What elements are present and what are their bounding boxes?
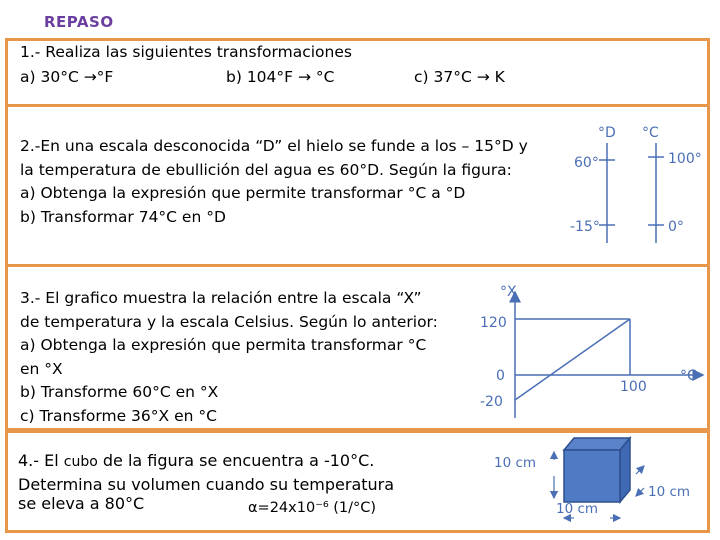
problem-4-prefix: 4.- El: [18, 451, 64, 470]
problem-3-line: de temperatura y la escala Celsius. Según lo anterior:: [20, 312, 438, 331]
problem-2-line: la temperatura de ebullición del agua es 60°D. Según la figura:: [20, 160, 512, 179]
problem-1-heading: 1.- Realiza las siguientes transformaciones: [20, 43, 352, 61]
relation-line: [515, 319, 630, 400]
divider-1: [5, 104, 710, 107]
problem-2-line: a) Obtenga la expresión que permite transformar °C a °D: [20, 184, 466, 202]
cube-width-label: 10 cm: [556, 501, 599, 517]
problem-3-line: c) Transforme 36°X en °C: [20, 406, 217, 425]
depth-arrow-down: [636, 488, 644, 496]
problem-1-c: c) 37°C → K: [414, 68, 505, 86]
y-axis-unit: °X: [500, 284, 517, 300]
problem-3-text: [20, 287, 438, 428]
y-tick-neg20: -20: [480, 394, 503, 410]
cube-front-face: [564, 450, 620, 502]
d-low-label: -15°: [570, 219, 600, 235]
y-tick-0: 0: [496, 368, 505, 384]
cube-side-face: [620, 438, 630, 502]
c-high-label: 100°: [668, 151, 702, 167]
x-axis-unit: °C: [680, 368, 697, 384]
cube-top-face: [564, 438, 630, 450]
thermometer-scales-figure: [560, 115, 710, 255]
problem-4-cubo: cubo: [63, 454, 98, 470]
x-tick-100: 100: [620, 379, 647, 395]
alpha-coefficient: α=24x10⁻⁶ (1/°C): [248, 500, 377, 516]
unit-d-label: °D: [598, 125, 616, 141]
unit-c-label: °C: [642, 125, 659, 141]
d-high-label: 60°: [574, 155, 599, 171]
cube-height-label: 10 cm: [494, 455, 537, 471]
problem-2-line: b) Transformar 74°C en °D: [20, 207, 226, 226]
x-vs-celsius-graph: [470, 268, 710, 428]
problem-4-line-2: Determina su volumen cuando su temperatura: [18, 475, 395, 494]
problem-1-a: a) 30°C →°F: [20, 68, 114, 86]
problem-3-line: a) Obtenga la expresión que permita transformar °C: [20, 336, 427, 354]
y-tick-120: 120: [480, 315, 507, 331]
divider-2: [5, 264, 710, 267]
problem-2-text: [20, 135, 528, 229]
depth-arrow-up: [636, 466, 644, 474]
problem-4-suffix: de la figura se encuentra a -10°C.: [97, 451, 375, 470]
problem-3-line: en °X: [20, 359, 63, 378]
page-title: REPASO: [44, 13, 114, 31]
problem-4-line-1: [18, 451, 374, 470]
problem-2-line: 2.-En una escala desconocida “D” el hielo se funde a los – 15°D y: [20, 137, 528, 155]
problem-3-line: 3.- El grafico muestra la relación entre la escala “X”: [20, 289, 422, 307]
problem-4-line-3: se eleva a 80°C: [18, 494, 145, 513]
cube-depth-label: 10 cm: [648, 484, 691, 500]
problem-1-b: b) 104°F → °C: [226, 68, 335, 86]
problem-3-line: b) Transforme 60°C en °X: [20, 383, 219, 401]
cube-figure: [490, 432, 710, 534]
c-low-label: 0°: [668, 219, 684, 235]
